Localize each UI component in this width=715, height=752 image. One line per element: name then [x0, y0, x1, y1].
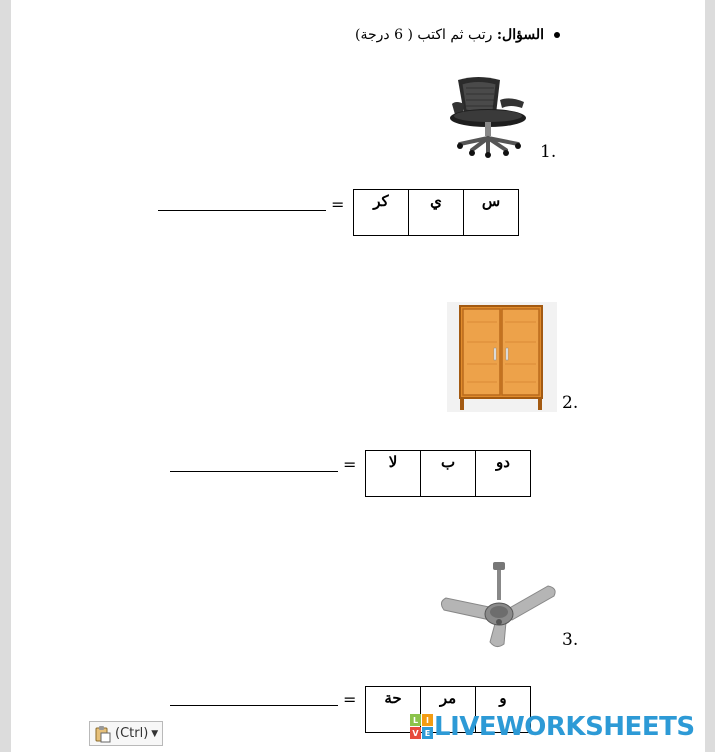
letter-cell: لا [366, 451, 421, 497]
answer-blank-3[interactable] [170, 705, 338, 706]
letter-cell: مر [421, 687, 476, 733]
logo-letter: V [412, 729, 419, 738]
letter-cell: كر [354, 190, 409, 236]
right-page-margin [705, 0, 715, 752]
letter-cell: ي [409, 190, 464, 236]
answer-blank-2[interactable] [170, 471, 338, 472]
item-number-3: 3. [562, 630, 579, 650]
left-page-margin [0, 0, 11, 752]
logo-letter: I [426, 716, 429, 725]
clipboard-icon [94, 725, 112, 743]
item-number-2: 2. [562, 393, 579, 413]
letter-cell: حة [366, 687, 421, 733]
paste-options-button[interactable] [89, 721, 163, 746]
wooden-cabinet-image [447, 302, 557, 412]
letters-table-1 [353, 189, 519, 236]
watermark-text: LIVEWORKSHEETS [434, 712, 695, 742]
paste-options-label: (Ctrl) [115, 726, 149, 741]
ceiling-fan-image [438, 560, 560, 650]
liveworksheets-logo-icon [410, 714, 434, 740]
letters-table-2 [365, 450, 531, 497]
letter-cell: دو [476, 451, 531, 497]
letter-cell: ب [421, 451, 476, 497]
answer-blank-1[interactable] [158, 210, 326, 211]
logo-letter: L [412, 716, 419, 725]
letter-cell: س [464, 190, 519, 236]
logo-letter: E [424, 729, 431, 738]
question-colon: : [496, 27, 503, 43]
liveworksheets-watermark [410, 712, 695, 742]
letter-cell: و [476, 687, 531, 733]
equals-sign: = [343, 690, 357, 709]
bullet-icon [554, 32, 560, 38]
chevron-down-icon: ▼ [151, 728, 159, 739]
equals-sign: = [331, 195, 345, 214]
equals-sign: = [343, 455, 357, 474]
office-chair-image [448, 74, 532, 160]
question-label: السؤال [502, 27, 544, 43]
question-heading [330, 24, 560, 46]
item-number-1: 1. [540, 142, 557, 162]
question-text: رتب ثم اكتب ( 6 درجة) [355, 27, 497, 43]
